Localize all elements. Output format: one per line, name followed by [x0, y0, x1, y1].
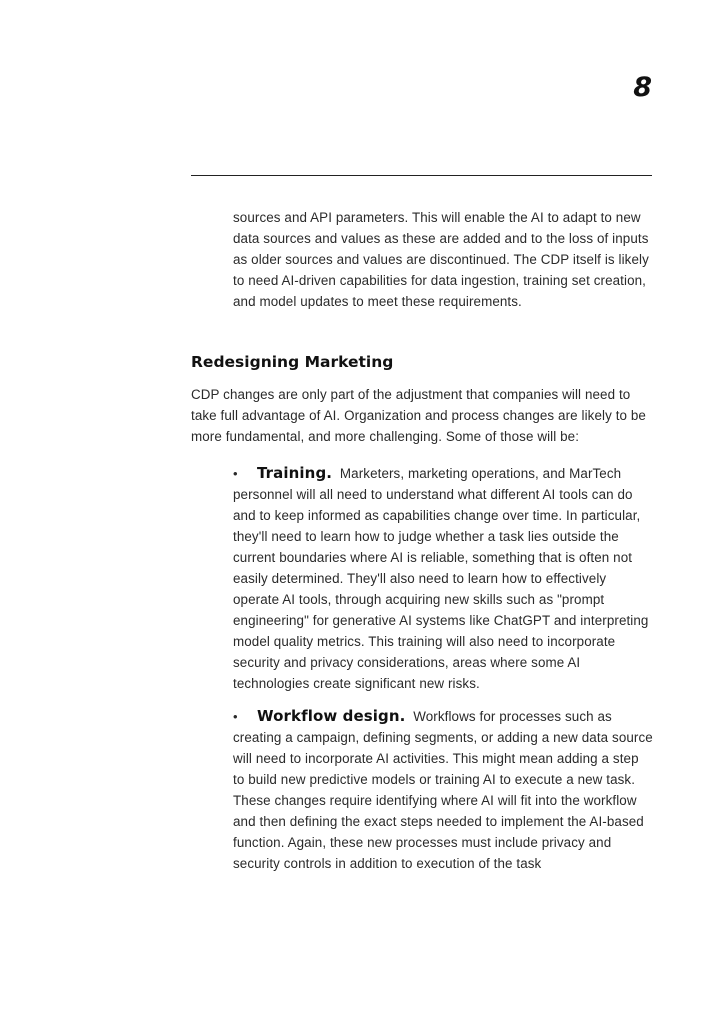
section-intro: CDP changes are only part of the adjustment that companies will need to take full advantage of AI. Organization and process changes are likely to be more fundamental, and more challenging. Some of those will be:: [191, 387, 646, 444]
bullet-marker: •: [233, 466, 238, 481]
header-rule: [191, 175, 652, 176]
page-number: 8: [633, 72, 652, 103]
bullet-marker: •: [233, 709, 238, 724]
bullet-title: Workflow design.: [257, 707, 406, 725]
bullet-text: Workflows for processes such as creating a campaign, defining segments, or adding a new data source will need to incorporate AI activities. This might mean adding a step to build new predictive models or training AI to execute a new task. These changes require identifying where AI will fit into the workflow and then defining the exact steps needed to implement the AI-based function. Again, these new processes must include privacy and security controls in addition to execution of the task: [233, 709, 653, 871]
bullet-item-training: [233, 463, 653, 694]
bullet-item-workflow-design: [233, 706, 653, 874]
bullet-text: Marketers, marketing operations, and MarTech personnel will all need to understand what different AI tools can do and to keep informed as capabilities change over time. In particular, they'll need to learn how to judge whether a task lies outside the current boundaries where AI is reliable, something that is often not easily determined. They'll also need to learn how to effectively operate AI tools, through acquiring new skills such as "prompt engineering" for generative AI systems like ChatGPT and interpreting model quality metrics. This training will also need to incorporate security and privacy considerations, areas where some AI technologies create significant new risks.: [233, 466, 649, 691]
bullet-title: Training.: [257, 464, 333, 482]
section-heading: Redesigning Marketing: [191, 353, 394, 371]
page-body: [191, 207, 653, 886]
continued-paragraph: sources and API parameters. This will enable the AI to adapt to new data sources and values as these are added and to the loss of inputs as older sources and values are discontinued. The CDP itself is likely to need AI-driven capabilities for data ingestion, training set creation, and model updates to meet these requirements.: [233, 210, 649, 309]
